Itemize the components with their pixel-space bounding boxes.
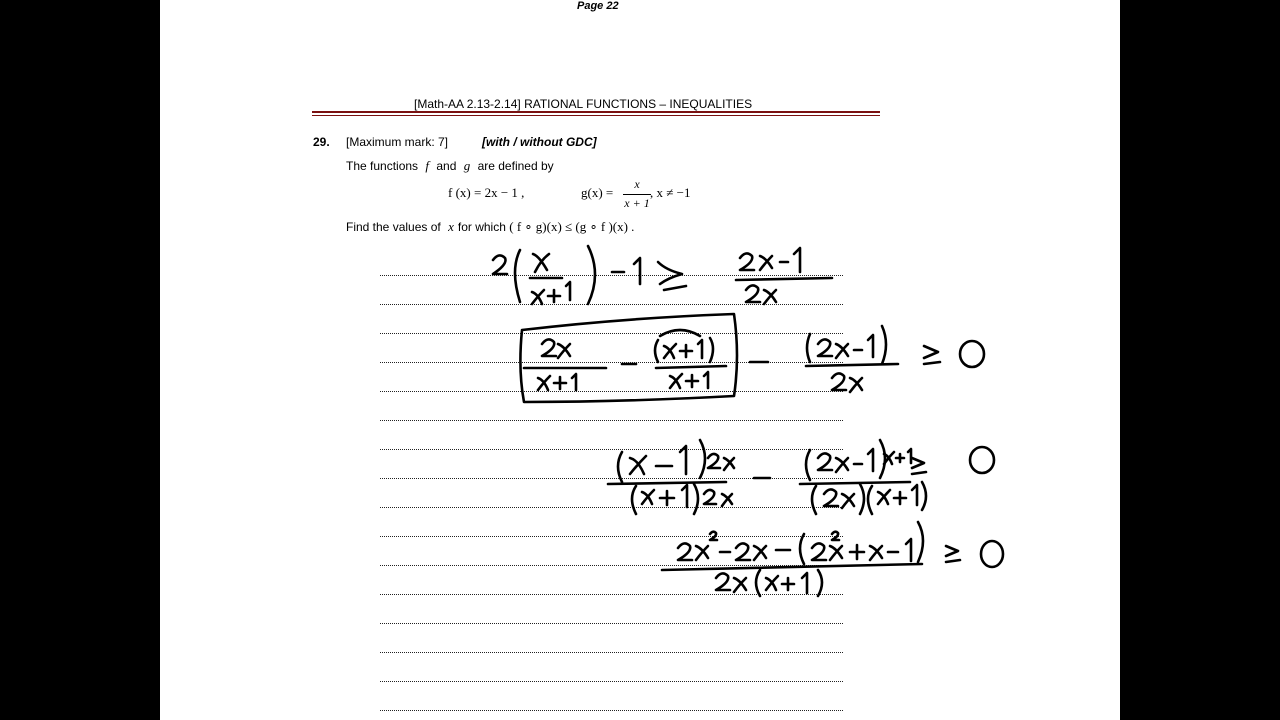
maximum-mark: [Maximum mark: 7]	[346, 135, 449, 149]
handwritten-line-3	[608, 440, 994, 514]
handwritten-line-4	[662, 522, 1003, 596]
find-text-mid: for which	[457, 220, 506, 234]
g-definition-left: g(x) =	[581, 185, 614, 200]
question-number: 29.	[313, 135, 330, 149]
gdc-note: [with / without GDC]	[482, 135, 597, 149]
intro-text-start: The functions	[346, 159, 419, 173]
f-definition: f (x) = 2x − 1 ,	[448, 185, 525, 200]
document-page	[160, 0, 1120, 720]
handwritten-line-1	[493, 246, 832, 304]
function-f-symbol: f	[425, 158, 430, 173]
function-g-symbol: g	[463, 158, 471, 173]
g-denominator: x + 1	[624, 196, 650, 210]
section-header: [Math-AA 2.13-2.14] RATIONAL FUNCTIONS – INEQUALITIES	[414, 97, 753, 111]
intro-text-and: and	[436, 159, 457, 173]
intro-text-end: are defined by	[477, 159, 554, 173]
handwritten-line-2	[520, 314, 984, 402]
page-number: Page 22	[577, 0, 619, 12]
g-numerator: x	[634, 177, 640, 191]
g-definition-right: , x ≠ −1	[650, 185, 691, 200]
find-variable: x	[448, 219, 454, 234]
handwritten-working	[160, 0, 1120, 720]
composition-inequality: ( f ∘ g)(x) ≤ (g ∘ f )(x) .	[509, 219, 635, 234]
find-text-start: Find the values of	[346, 220, 441, 234]
